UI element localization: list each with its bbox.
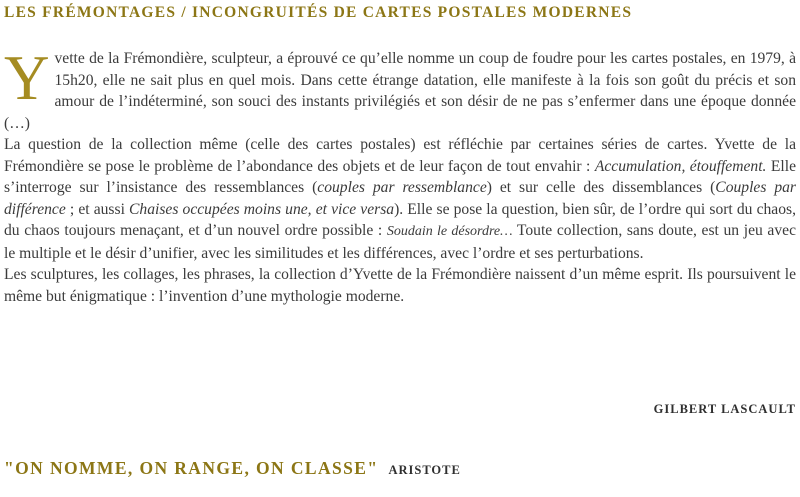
paragraph-text: La question de la collection même (celle des cartes postales) est réfléchie par certaines séries de cartes. Yvette de la Frémondière se pose le problème de l’abondance des objets et de leur façon de tout envahir :: [4, 136, 796, 175]
paragraph-text: ). Elle se pose la question, bien sûr, de l’ordre qui sort du chaos, du chaos toujours menaçant, et d’un nouvel ordre possible :: [4, 200, 796, 239]
page-title: LES FRÉMONTAGES / INCONGRUITÉS DE CARTES POSTALES MODERNES: [4, 4, 633, 21]
italic-title: couples par ressemblance: [317, 179, 487, 196]
paragraph-intro-text: vette de la Frémondière, sculpteur, a éprouvé ce qu’elle nomme un coup de foudre pour les cartes postales, en 1979, à 15h20, elle ne sait plus en quel mois. Dans cette étrange datation, elle manifeste à la fois son goût du précis et son amour de l’indéterminé, son souci des instants privilégiés et son désir de ne pas s’enfermer dans une époque donnée (…): [4, 50, 796, 132]
drop-cap: Y: [4, 43, 50, 113]
italic-title: Chaises occupées moins une, et vice versa: [129, 200, 395, 218]
article-body: [4, 43, 796, 307]
paragraph-text: ) et sur celle des dissemblances (: [486, 179, 716, 196]
italic-title: Soudain le désordre…: [386, 224, 513, 239]
quote-line: [4, 458, 461, 479]
paragraph-text: Toute collection, sans doute, est un jeu avec le multiple et le désir d’unifier, avec les similitudes et les différences, avec l’ordre et ses perturbations.: [4, 222, 796, 262]
paragraph-text: ; et aussi: [65, 200, 130, 218]
author-signature: GILBERT LASCAULT: [653, 402, 796, 416]
paragraph-text: Elle s’interroge sur l’insistance des ressemblances (: [4, 157, 796, 196]
paragraph-conclusion: Les sculptures, les collages, les phrases, la collection d’Yvette de la Frémondière naissent d’un même esprit. Ils poursuivent le même but énigmatique : l’invention d’une mythologie moderne.: [4, 266, 796, 305]
quote-text: "ON NOMME, ON RANGE, ON CLASSE": [4, 458, 379, 478]
paragraph-intro: [4, 43, 796, 134]
italic-title: Accumulation, étouffement.: [594, 157, 767, 175]
paragraph-collection: [4, 134, 796, 264]
quote-author: ARISTOTE: [388, 463, 461, 477]
italic-title: Couples par différence: [4, 179, 796, 218]
